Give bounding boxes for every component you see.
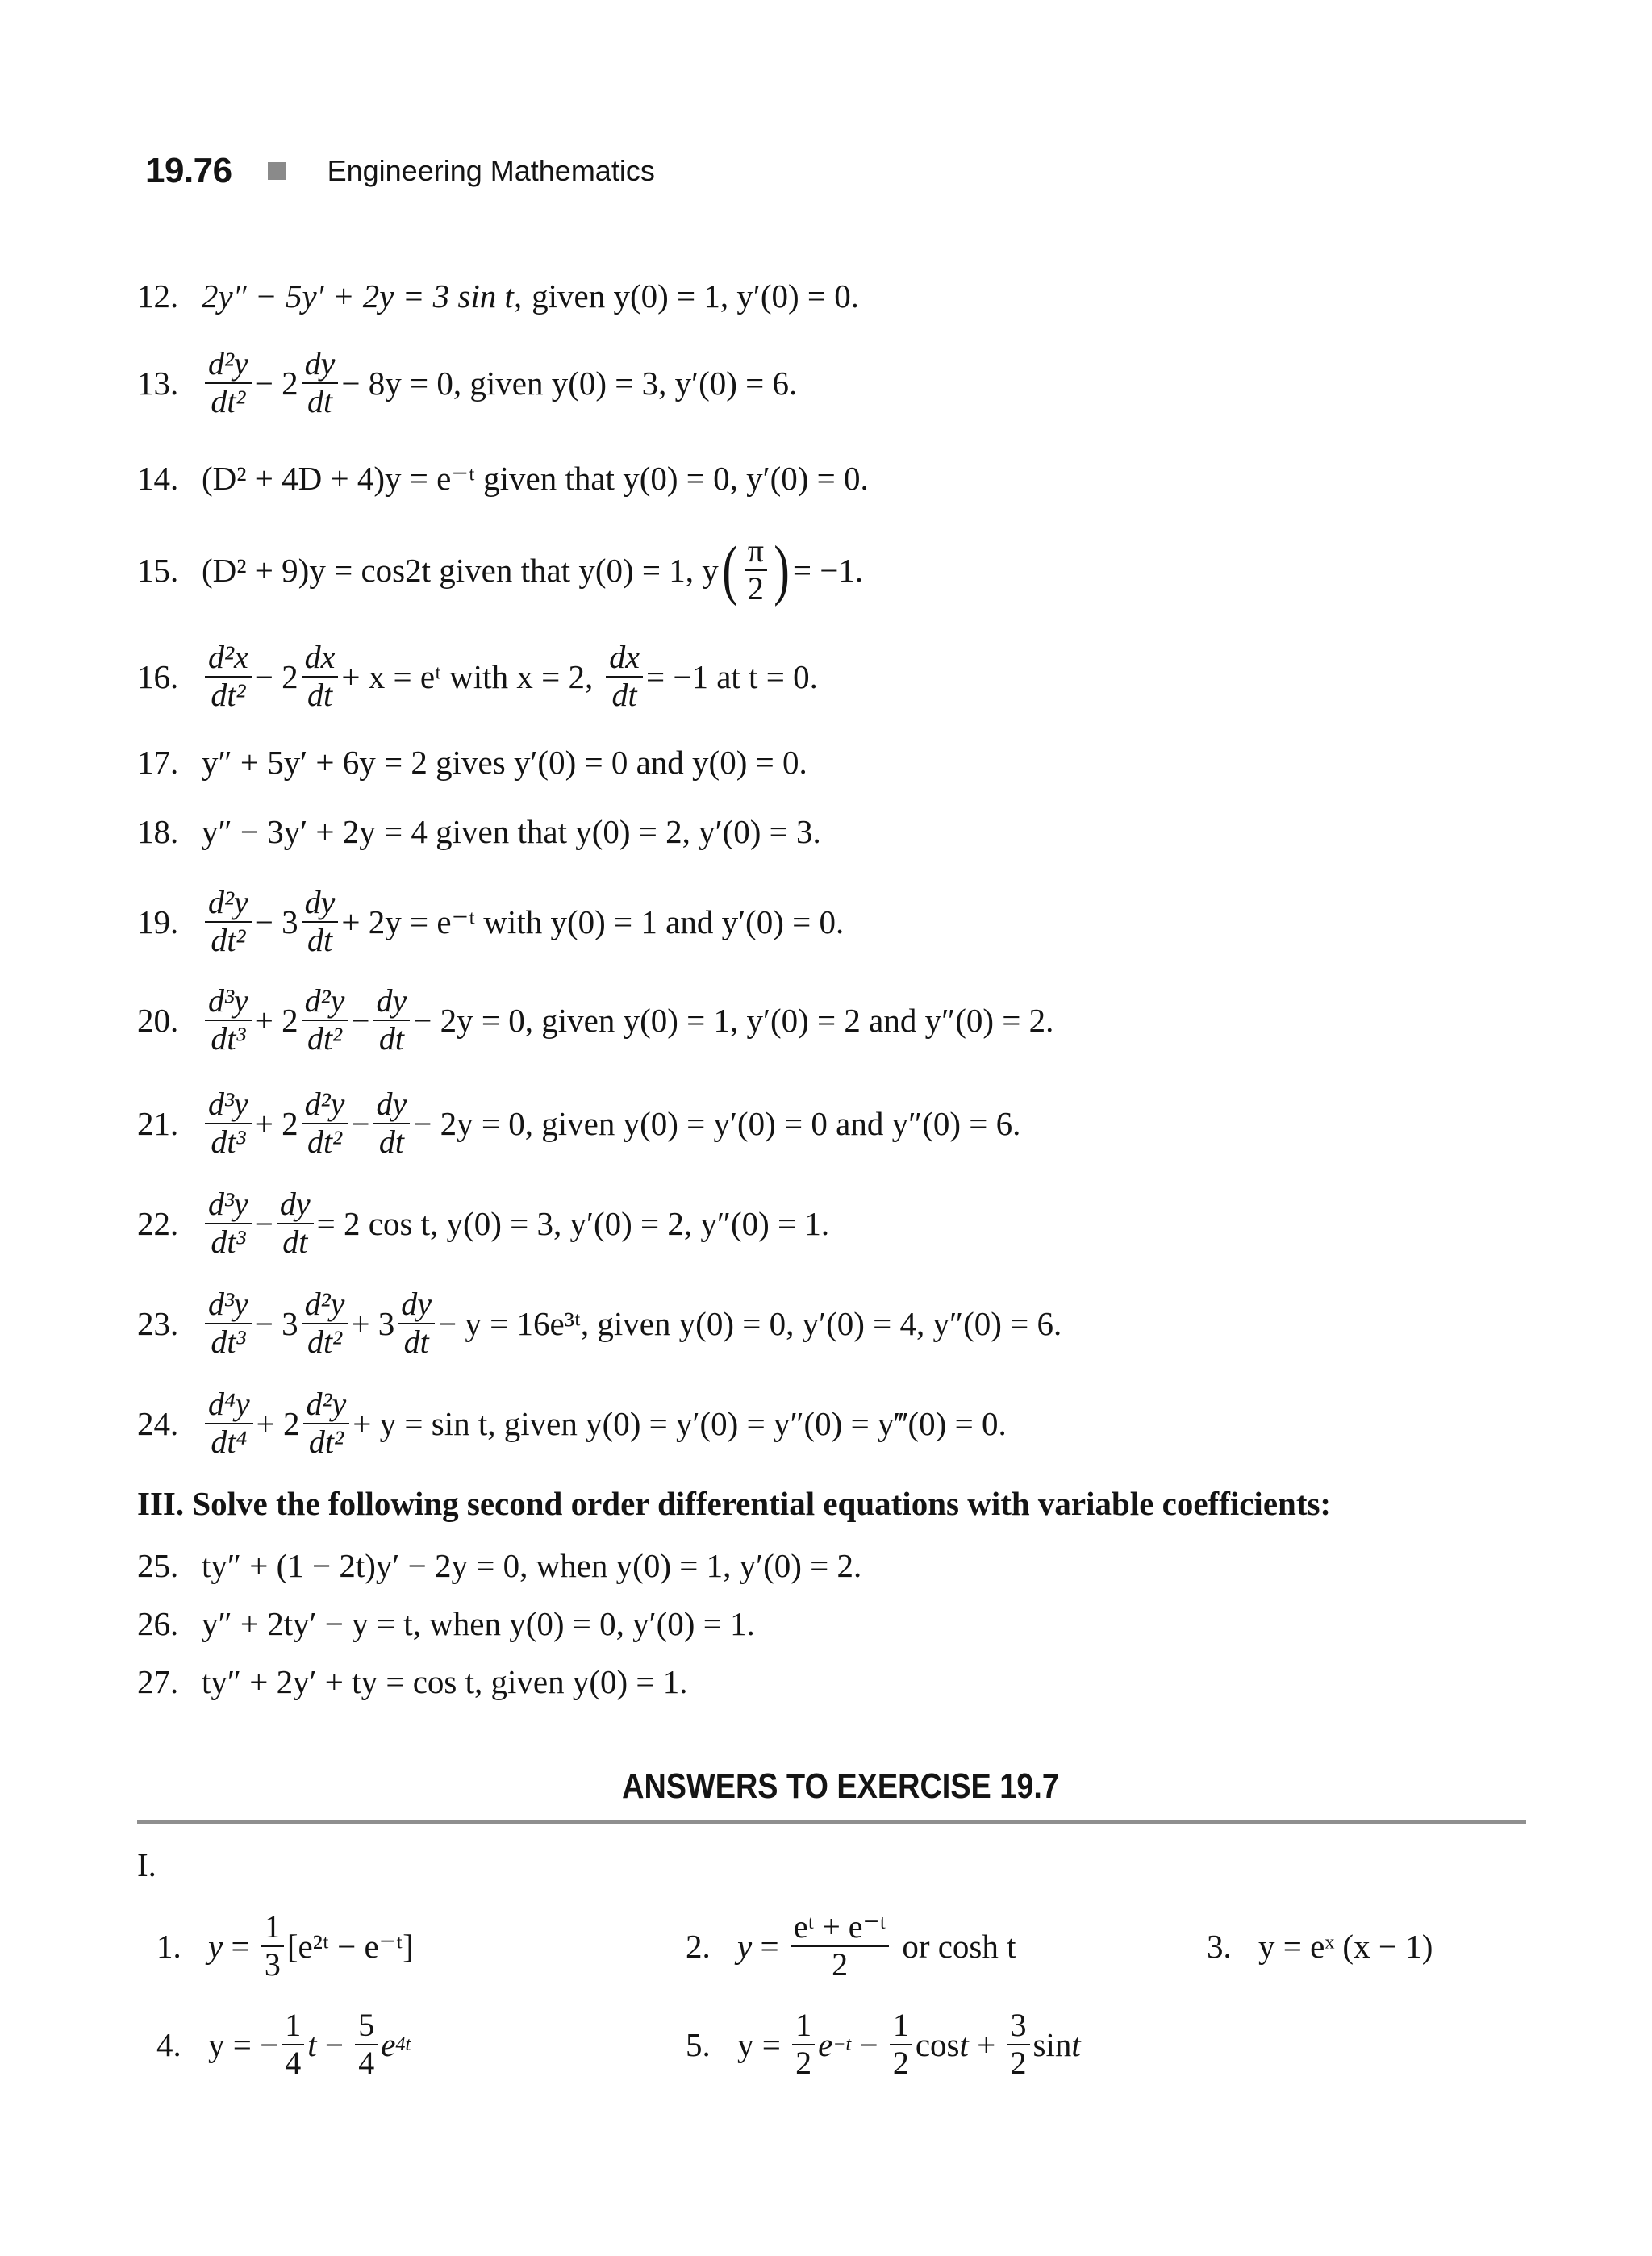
fraction-d2y-dt2: $\frac{\text{d²y}}{\text{dt²}}$ (302, 1086, 348, 1161)
fraction-dy-dt: $\frac{dy}{dt}$ (398, 1286, 435, 1361)
problem-number: 27. (137, 1663, 179, 1700)
problem-number: 14. (137, 460, 179, 497)
equation: ty″ + 2y′ + ty = cos t, given y(0) = 1. (202, 1663, 688, 1700)
fraction-dx-dt: $\frac{dx}{dt}$ (302, 640, 339, 714)
fraction-d3y-dt3: $\frac{\text{d³y}}{\text{dt³}}$ (205, 1086, 252, 1161)
answer-expression: y = (737, 2026, 781, 2063)
fraction-one-quarter: $\frac{1}{4}$ (282, 2008, 304, 2082)
problem-12 (137, 252, 859, 340)
fraction-pi-over-2: $\frac{\pi}{2}$ (745, 533, 767, 607)
problem-number: 18. (137, 813, 179, 850)
fraction-one-third: $\frac{1}{3}$ (261, 1909, 284, 1983)
fraction-dy-dt: $\frac{dy}{dt}$ (302, 885, 339, 959)
equation: ty″ + (1 − 2t)y′ − 2y = 0, when y(0) = 1, y′(0) = 2. (202, 1547, 862, 1584)
problem-number: 22. (137, 1205, 179, 1242)
fraction-d4y-dt4: $\frac{\text{d⁴y}}{\text{dt⁴}}$ (205, 1387, 253, 1461)
fraction-dy-dt: $\frac{dy}{dt}$ (373, 983, 411, 1057)
condition: + 2y = e⁻ᵗ with y(0) = 1 and y′(0) = 0. (341, 903, 845, 940)
book-title: Engineering Mathematics (327, 154, 655, 187)
answer-expression: y = − (208, 2026, 279, 2063)
condition: = −1 at t = 0. (645, 658, 818, 695)
problem-21: 21. $\frac{\text{d³y}}{\text{dt³}}$ + 2 $\frac{\text{d²y}}{\text{dt²}}$ − $\frac{dy}{dt}$ − 2y = 0, given y(0) = y′(0) = 0 and y″(0) = 6. (137, 1086, 1021, 1160)
condition: − 2y = 0, given y(0) = y′(0) = 0 and y″(0) = 6. (413, 1105, 1021, 1142)
fraction-d2y-dt2: $\frac{\text{d²y}}{\text{dt²}}$ (205, 885, 252, 959)
problem-number: 19. (137, 903, 179, 940)
answer-number: 2. (686, 1928, 711, 1965)
fraction-one-half: $\frac{1}{2}$ (890, 2008, 912, 2082)
fraction-d2y-dt2: $\frac{\text{d²y}}{\text{dt²}}$ (303, 1387, 350, 1461)
fraction-d2y-dt2: $\frac{\text{d²y}}{\text{dt²}}$ (302, 1286, 348, 1361)
section-iii-heading: III. Solve the following second order differential equations with variable coefficients: (137, 1485, 1332, 1522)
fraction-d2y-dt2: $\frac{\text{d²y}}{\text{dt²}}$ (302, 983, 348, 1057)
condition: − 2y = 0, given y(0) = 1, y′(0) = 2 and y″(0) = 2. (413, 1002, 1054, 1039)
fraction-d3y-dt3: $\frac{\text{d³y}}{\text{dt³}}$ (205, 983, 252, 1057)
equation: 2y″ − 5y′ + 2y = 3 sin t, (202, 277, 523, 315)
condition: given y(0) = 1, y′(0) = 0. (532, 277, 860, 315)
problem-number: 16. (137, 658, 179, 695)
header-square-marker (268, 162, 286, 180)
fraction-d2y-dt2: $\frac{\text{d²y}}{\text{dt²}}$ (205, 346, 252, 420)
answer-2: 2. y = $\frac{\text{eᵗ + e⁻ᵗ}}{2}$ or cosh t (686, 1908, 1016, 1983)
condition: + y = sin t, given y(0) = y′(0) = y″(0) = y‴(0) = 0. (353, 1405, 1007, 1442)
fraction-d3y-dt3: $\frac{\text{d³y}}{\text{dt³}}$ (205, 1186, 252, 1261)
answer-4: 4. y = − $\frac{1}{4}$ t − $\frac{5}{4}$ e 4t (156, 2007, 411, 2081)
answer-1: 1. y = $\frac{1}{3}$ [e²ᵗ − e⁻ᵗ] (156, 1908, 414, 1983)
problem-number: 15. (137, 552, 179, 589)
equation: y″ − 3y′ + 2y = 4 given that y(0) = 2, y′(0) = 3. (202, 813, 821, 850)
problem-number: 12. (137, 277, 179, 315)
equation-middle: + x = eᵗ with x = 2, (341, 658, 594, 695)
condition: = −1. (792, 552, 864, 589)
answers-divider (137, 1820, 1526, 1824)
fraction-dy-dt: $\frac{dy}{dt}$ (302, 346, 339, 420)
answer-number: 3. (1207, 1928, 1232, 1965)
answer-expression: y = eˣ (x − 1) (1258, 1928, 1433, 1965)
fraction-dy-dt: $\frac{dy}{dt}$ (373, 1086, 411, 1161)
problem-15: 15. (D² + 9)y = cos2t given that y(0) = 1, y ( $\frac{\pi}{2}$ ) = −1. (137, 532, 864, 607)
problem-20: 20. $\frac{\text{d³y}}{\text{dt³}}$ + 2 $\frac{\text{d²y}}{\text{dt²}}$ − $\frac{dy}{dt}$ − 2y = 0, given y(0) = 1, y′(0) = 2 and y″(0) = 2. (137, 982, 1054, 1057)
problem-number: 26. (137, 1605, 179, 1642)
equation: (D² + 4D + 4)y = e⁻ᵗ given that y(0) = 0, y′(0) = 0. (202, 460, 869, 497)
answer-expression: [e²ᵗ − e⁻ᵗ] (286, 1928, 414, 1965)
problem-24: 24. $\frac{\text{d⁴y}}{\text{dt⁴}}$ + 2 $\frac{\text{d²y}}{\text{dt²}}$ + y = sin t, given y(0) = y′(0) = y″(0) = y‴(0) = 0. (137, 1386, 1007, 1460)
answers-title: ANSWERS TO EXERCISE 19.7 (622, 1766, 1059, 1806)
answer-expression: or cosh t (902, 1928, 1016, 1965)
equation: y″ + 2ty′ − y = t, when y(0) = 0, y′(0) = 1. (202, 1605, 755, 1642)
problem-16: 16. $\frac{\text{d²x}}{\text{dt²}}$ − 2 $\frac{dx}{dt}$ + x = eᵗ with x = 2, $\frac{dx}{dt}$ = −1 at t = 0. (137, 639, 818, 713)
fraction-dx-dt: $\frac{dx}{dt}$ (606, 640, 643, 714)
fraction-d3y-dt3: $\frac{\text{d³y}}{\text{dt³}}$ (205, 1286, 252, 1361)
problem-number: 13. (137, 365, 179, 402)
fraction-d2x-dt2: $\frac{\text{d²x}}{\text{dt²}}$ (205, 640, 252, 714)
problem-19: 19. $\frac{\text{d²y}}{\text{dt²}}$ − 3 $\frac{dy}{dt}$ + 2y = e⁻ᵗ with y(0) = 1 and y′(0) = 0. (137, 884, 845, 958)
answer-number: 4. (156, 2026, 181, 2063)
page-header (145, 147, 655, 195)
page-number: 19.76 (145, 151, 232, 190)
problem-number: 24. (137, 1405, 179, 1442)
fraction-one-half: $\frac{1}{2}$ (792, 2008, 815, 2082)
condition: − y = 16e³ᵗ, given y(0) = 0, y′(0) = 4, y″(0) = 6. (438, 1305, 1062, 1342)
answer-number: 1. (156, 1928, 181, 1965)
problem-number: 21. (137, 1105, 179, 1142)
equation: y″ + 5y′ + 6y = 2 gives y′(0) = 0 and y(0) = 0. (202, 744, 807, 781)
answer-3 (1207, 1902, 1433, 1991)
problem-27 (137, 1637, 688, 1726)
problem-22: 22. $\frac{\text{d³y}}{\text{dt³}}$ − $\frac{dy}{dt}$ = 2 cos t, y(0) = 3, y′(0) = 2, y″(0) = 1. (137, 1186, 830, 1260)
condition: = 2 cos t, y(0) = 3, y′(0) = 2, y″(0) = 1. (316, 1205, 830, 1242)
problem-13: 13. $\frac{\text{d²y}}{\text{dt²}}$ − 2 $\frac{dy}{dt}$ − 8y = 0, given y(0) = 3, y′(0) = 6. (137, 345, 798, 419)
answer-5: 5. y = $\frac{1}{2}$ e −t − $\frac{1}{2}$ cos t + $\frac{3}{2}$ sin t (686, 2007, 1081, 2081)
condition: − 8y = 0, given y(0) = 3, y′(0) = 6. (341, 365, 798, 402)
fraction-exp-sum-over-2: $\frac{\text{eᵗ + e⁻ᵗ}}{2}$ (791, 1909, 890, 1983)
problem-23: 23. $\frac{\text{d³y}}{\text{dt³}}$ − 3 $\frac{\text{d²y}}{\text{dt²}}$ + 3 $\frac{dy}{dt}$ − y = 16e³ᵗ, given y(0) = 0, y′(0) = 4, y″(0) = 6. (137, 1286, 1062, 1360)
problem-number: 20. (137, 1002, 179, 1039)
fraction-dy-dt: $\frac{dy}{dt}$ (277, 1186, 314, 1261)
fraction-five-quarters: $\frac{5}{4}$ (355, 2008, 378, 2082)
problem-14 (137, 434, 869, 523)
problem-number: 25. (137, 1547, 179, 1584)
answer-number: 5. (686, 2026, 711, 2063)
problem-number: 23. (137, 1305, 179, 1342)
problem-18 (137, 787, 821, 876)
fraction-three-halves: $\frac{3}{2}$ (1007, 2008, 1030, 2082)
problem-number: 17. (137, 744, 179, 781)
equation: (D² + 9)y = cos2t given that y(0) = 1, y (202, 552, 719, 589)
answers-part-i: I. (137, 1846, 156, 1883)
